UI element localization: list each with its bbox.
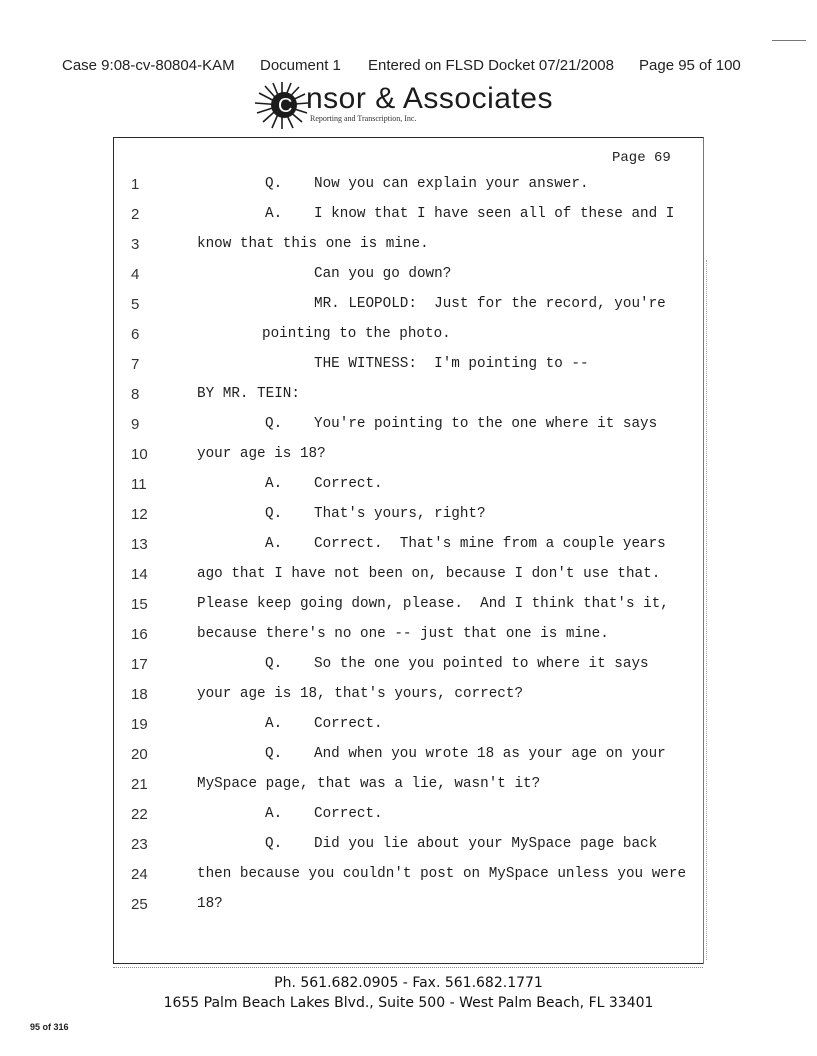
footer-address: 1655 Palm Beach Lakes Blvd., Suite 500 - West Palm Beach, FL 33401	[163, 995, 654, 1011]
line-number: 3	[131, 236, 140, 253]
transcript-line	[0, 326, 817, 346]
line-number: 5	[131, 296, 140, 313]
line-number: 22	[131, 806, 148, 823]
speaker-label: Q.	[265, 506, 283, 522]
line-text: That's yours, right?	[314, 506, 486, 522]
line-number: 10	[131, 446, 148, 463]
transcript-line	[0, 506, 817, 526]
line-text: Did you lie about your MySpace page back	[314, 836, 658, 852]
line-number: 6	[131, 326, 140, 343]
line-text: ago that I have not been on, because I don't use that.	[197, 566, 661, 582]
line-text: So the one you pointed to where it says	[314, 656, 649, 672]
line-number: 16	[131, 626, 148, 643]
line-number: 1	[131, 176, 140, 193]
line-number: 7	[131, 356, 140, 373]
line-number: 8	[131, 386, 140, 403]
line-number: 12	[131, 506, 148, 523]
line-number: 4	[131, 266, 140, 283]
transcript-page-number: Page 69	[612, 150, 671, 166]
transcript-line	[0, 236, 817, 256]
line-number: 21	[131, 776, 148, 793]
case-header	[62, 57, 762, 79]
line-number: 11	[131, 476, 147, 493]
sunburst-logo-icon	[253, 80, 311, 130]
line-number: 23	[131, 836, 148, 853]
page-of-label: Page 95 of 100	[639, 57, 741, 74]
transcript-line	[0, 596, 817, 616]
line-text: Correct. That's mine from a couple years	[314, 536, 666, 552]
transcript-line	[0, 386, 817, 406]
line-text: pointing to the photo.	[262, 326, 451, 342]
line-number: 14	[131, 566, 148, 583]
transcript-line	[0, 356, 817, 376]
transcript-line	[0, 446, 817, 466]
speaker-label: A.	[265, 206, 283, 222]
transcript-frame-bottom	[113, 963, 703, 968]
line-number: 13	[131, 536, 148, 553]
speaker-label: Q.	[265, 836, 283, 852]
footer-phone: Ph. 561.682.0905 - Fax. 561.682.1771	[274, 975, 543, 991]
line-number: 24	[131, 866, 148, 883]
logo-wordmark: nsor & Associates	[306, 82, 553, 115]
line-text: BY MR. TEIN:	[197, 386, 300, 402]
line-text: You're pointing to the one where it says	[314, 416, 658, 432]
top-rule	[772, 40, 806, 41]
line-text: THE WITNESS: I'm pointing to --	[314, 356, 589, 372]
transcript-line	[0, 686, 817, 706]
line-text: Correct.	[314, 476, 383, 492]
document-page-count: 95 of 316	[30, 1022, 69, 1032]
transcript-line	[0, 716, 817, 736]
entered-date: Entered on FLSD Docket 07/21/2008	[368, 57, 614, 74]
transcript-line	[0, 176, 817, 196]
line-text: 18?	[197, 896, 223, 912]
logo-tagline: Reporting and Transcription, Inc.	[310, 114, 417, 123]
line-number: 15	[131, 596, 148, 613]
line-number: 19	[131, 716, 148, 733]
line-text: Can you go down?	[314, 266, 452, 282]
transcript-line	[0, 566, 817, 586]
speaker-label: Q.	[265, 656, 283, 672]
document-label: Document 1	[260, 57, 341, 74]
case-number: Case 9:08-cv-80804-KAM	[62, 57, 235, 74]
company-logo	[253, 80, 553, 130]
line-number: 17	[131, 656, 148, 673]
speaker-label: Q.	[265, 416, 283, 432]
transcript-line	[0, 476, 817, 496]
line-text: then because you couldn't post on MySpace unless you were	[197, 866, 687, 882]
line-number: 9	[131, 416, 140, 433]
transcript-line	[0, 746, 817, 766]
line-text: because there's no one -- just that one is mine.	[197, 626, 609, 642]
line-text: MySpace page, that was a lie, wasn't it?	[197, 776, 541, 792]
transcript-line	[0, 836, 817, 856]
line-text: MR. LEOPOLD: Just for the record, you're	[314, 296, 666, 312]
line-number: 2	[131, 206, 140, 223]
line-text: And when you wrote 18 as your age on your	[314, 746, 666, 762]
line-number: 20	[131, 746, 148, 763]
line-number: 18	[131, 686, 148, 703]
speaker-label: Q.	[265, 176, 283, 192]
speaker-label: A.	[265, 806, 283, 822]
transcript-line	[0, 296, 817, 316]
line-text: I know that I have seen all of these and I	[314, 206, 675, 222]
speaker-label: Q.	[265, 746, 283, 762]
speaker-label: A.	[265, 476, 283, 492]
line-text: your age is 18, that's yours, correct?	[197, 686, 524, 702]
line-text: Now you can explain your answer.	[314, 176, 589, 192]
transcript-line	[0, 266, 817, 286]
speaker-label: A.	[265, 536, 283, 552]
transcript-line	[0, 656, 817, 676]
line-text: Correct.	[314, 716, 383, 732]
line-text: Please keep going down, please. And I think that's it,	[197, 596, 669, 612]
line-number: 25	[131, 896, 148, 913]
line-text: Correct.	[314, 806, 383, 822]
transcript-line	[0, 416, 817, 436]
transcript-line	[0, 896, 817, 916]
transcript-line	[0, 626, 817, 646]
speaker-label: A.	[265, 716, 283, 732]
transcript-line	[0, 776, 817, 796]
transcript-line	[0, 806, 817, 826]
transcript-line	[0, 536, 817, 556]
transcript-line	[0, 206, 817, 226]
transcript-line	[0, 866, 817, 886]
svg-text:C: C	[278, 95, 293, 117]
line-text: your age is 18?	[197, 446, 326, 462]
line-text: know that this one is mine.	[197, 236, 429, 252]
